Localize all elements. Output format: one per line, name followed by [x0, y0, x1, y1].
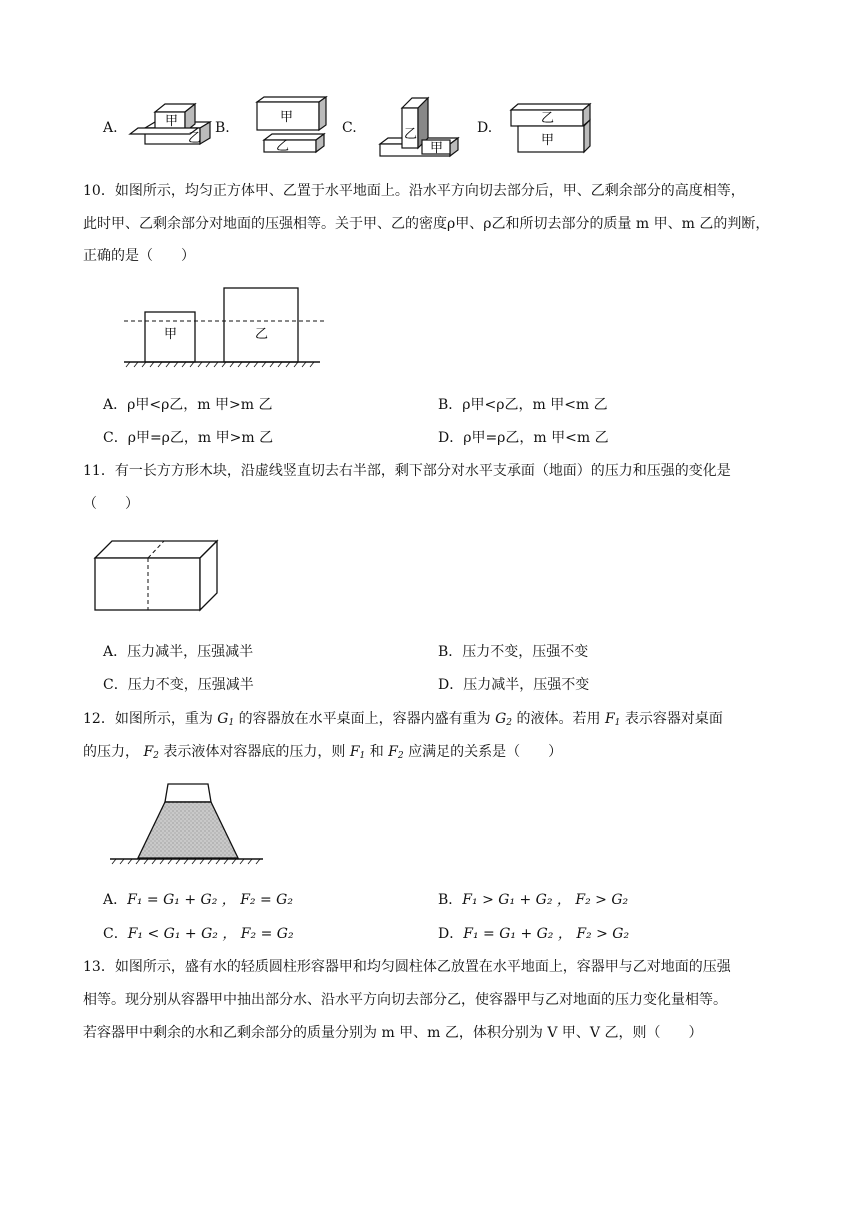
q11-option-b[interactable]: B．压力不变，压强不变: [438, 644, 589, 660]
q9-option-a-label: A.: [103, 120, 118, 136]
q12-option-d-formula: F₁ = G₁ + G₂ ， F₂ > G₂: [463, 926, 630, 942]
q12-option-a-formula: F₁ = G₁ + G₂ ， F₂ = G₂: [127, 892, 293, 908]
q9-option-d-label: D.: [477, 120, 493, 136]
q12-stem-line-2: [83, 742, 562, 766]
q12-option-c-prefix: C．: [103, 926, 128, 942]
q9-figure-c: [378, 92, 460, 160]
q10-stem-line-2: 此时甲、乙剩余部分对地面的压强相等。关于甲、乙的密度ρ甲、ρ乙和所切去部分的质量 m 甲、m 乙的判断，: [83, 216, 770, 232]
q10-option-c[interactable]: C．ρ甲=ρ乙，m 甲>m 乙: [103, 430, 274, 446]
q12-figure: [108, 782, 268, 868]
q11-option-a[interactable]: A．压力减半，压强减半: [103, 644, 254, 660]
q12-symbol-g1: $G_1$: [217, 711, 235, 728]
q12-option-a[interactable]: [103, 890, 293, 910]
q9-figure-b-jia-label: 甲: [280, 110, 294, 125]
q9-figure-d-jia-label: 甲: [541, 133, 555, 148]
q10-option-a[interactable]: A．ρ甲<ρ乙，m 甲>m 乙: [103, 397, 273, 413]
q12-line1-part-c: 的液体。若用: [516, 711, 601, 727]
q9-option-b-label: B.: [215, 120, 230, 136]
q9-figure-d: [508, 100, 592, 158]
q12-symbol-g2: $G_2$: [495, 711, 513, 728]
q11-option-d[interactable]: D．压力减半，压强不变: [438, 677, 590, 693]
q10-figure: [120, 284, 330, 374]
q12-stem-line-1: [83, 709, 723, 733]
q9-figure-a-jia-label: 甲: [165, 114, 179, 129]
q12-symbol-f1-b: $F_1$: [349, 744, 366, 761]
q10-option-d[interactable]: D．ρ甲=ρ乙，m 甲<m 乙: [438, 430, 609, 446]
q12-option-d[interactable]: [438, 924, 629, 944]
q12-line2-part-d: 应满足的关系是（ ）: [408, 744, 563, 760]
q9-figure-a-yi-label: 乙: [188, 131, 202, 146]
q12-option-c[interactable]: [103, 924, 294, 944]
q12-line1-part-a: 12．如图所示，重为: [83, 711, 213, 727]
q12-line1-part-d: 表示容器对桌面: [624, 711, 723, 727]
q12-line1-part-b: 的容器放在水平桌面上，容器内盛有重为: [238, 711, 491, 727]
q12-option-a-prefix: A．: [103, 892, 128, 908]
q9-figure-d-yi-label: 乙: [541, 111, 555, 126]
q13-stem-line-2: 相等。现分别从容器甲中抽出部分水、沿水平方向切去部分乙，使容器甲与乙对地面的压力变化量相等。: [83, 992, 727, 1008]
q13-stem-line-3: 若容器甲中剩余的水和乙剩余部分的质量分别为 m 甲、m 乙，体积分别为 V 甲、V 乙，则（ ）: [83, 1025, 703, 1041]
q12-line2-part-c: 和: [369, 744, 384, 760]
q12-option-b-prefix: B．: [438, 892, 463, 908]
q9-figure-b: [254, 94, 334, 156]
q9-figure-b-yi-label: 乙: [276, 139, 290, 154]
q11-option-c[interactable]: C．压力不变，压强减半: [103, 677, 254, 693]
q9-figure-a: [120, 98, 220, 150]
q12-line2-part-a: 的压力，: [83, 744, 139, 760]
q12-option-b[interactable]: [438, 890, 628, 910]
q12-symbol-f1: $F_1$: [604, 711, 621, 728]
q12-option-b-formula: F₁ > G₁ + G₂ ， F₂ > G₂: [462, 892, 629, 908]
q13-stem-line-1: 13．如图所示，盛有水的轻质圆柱形容器甲和均匀圆柱体乙放置在水平地面上，容器甲与乙对地面的压强: [83, 959, 731, 975]
q12-symbol-f2: $F_2$: [143, 744, 159, 761]
q12-symbol-f2-b: $F_2$: [388, 744, 404, 761]
q9-option-c-label: C.: [342, 120, 357, 136]
q11-figure: [92, 538, 222, 614]
q10-stem-line-1: 10．如图所示，均匀正方体甲、乙置于水平地面上。沿水平方向切去部分后，甲、乙剩余部分的高度相等，: [83, 183, 745, 199]
q10-figure-yi-label: 乙: [255, 327, 269, 342]
q11-stem-line-1: 11．有一长方方形木块，沿虚线竖直切去右半部，剩下部分对水平支承面（地面）的压力和压强的变化是: [83, 463, 731, 479]
q10-option-b[interactable]: B．ρ甲<ρ乙，m 甲<m 乙: [438, 397, 608, 413]
q12-option-d-prefix: D．: [438, 926, 464, 942]
q10-figure-jia-label: 甲: [164, 327, 178, 342]
q9-figure-c-yi-label: 乙: [404, 127, 418, 142]
q11-stem-line-2: （ ）: [83, 496, 139, 512]
q12-line2-part-b: 表示液体对容器底的压力，则: [163, 744, 346, 760]
q10-stem-line-3: 正确的是（ ）: [83, 248, 195, 264]
q9-figure-c-jia-label: 甲: [430, 141, 444, 156]
q12-option-c-formula: F₁ < G₁ + G₂ ， F₂ = G₂: [127, 926, 294, 942]
